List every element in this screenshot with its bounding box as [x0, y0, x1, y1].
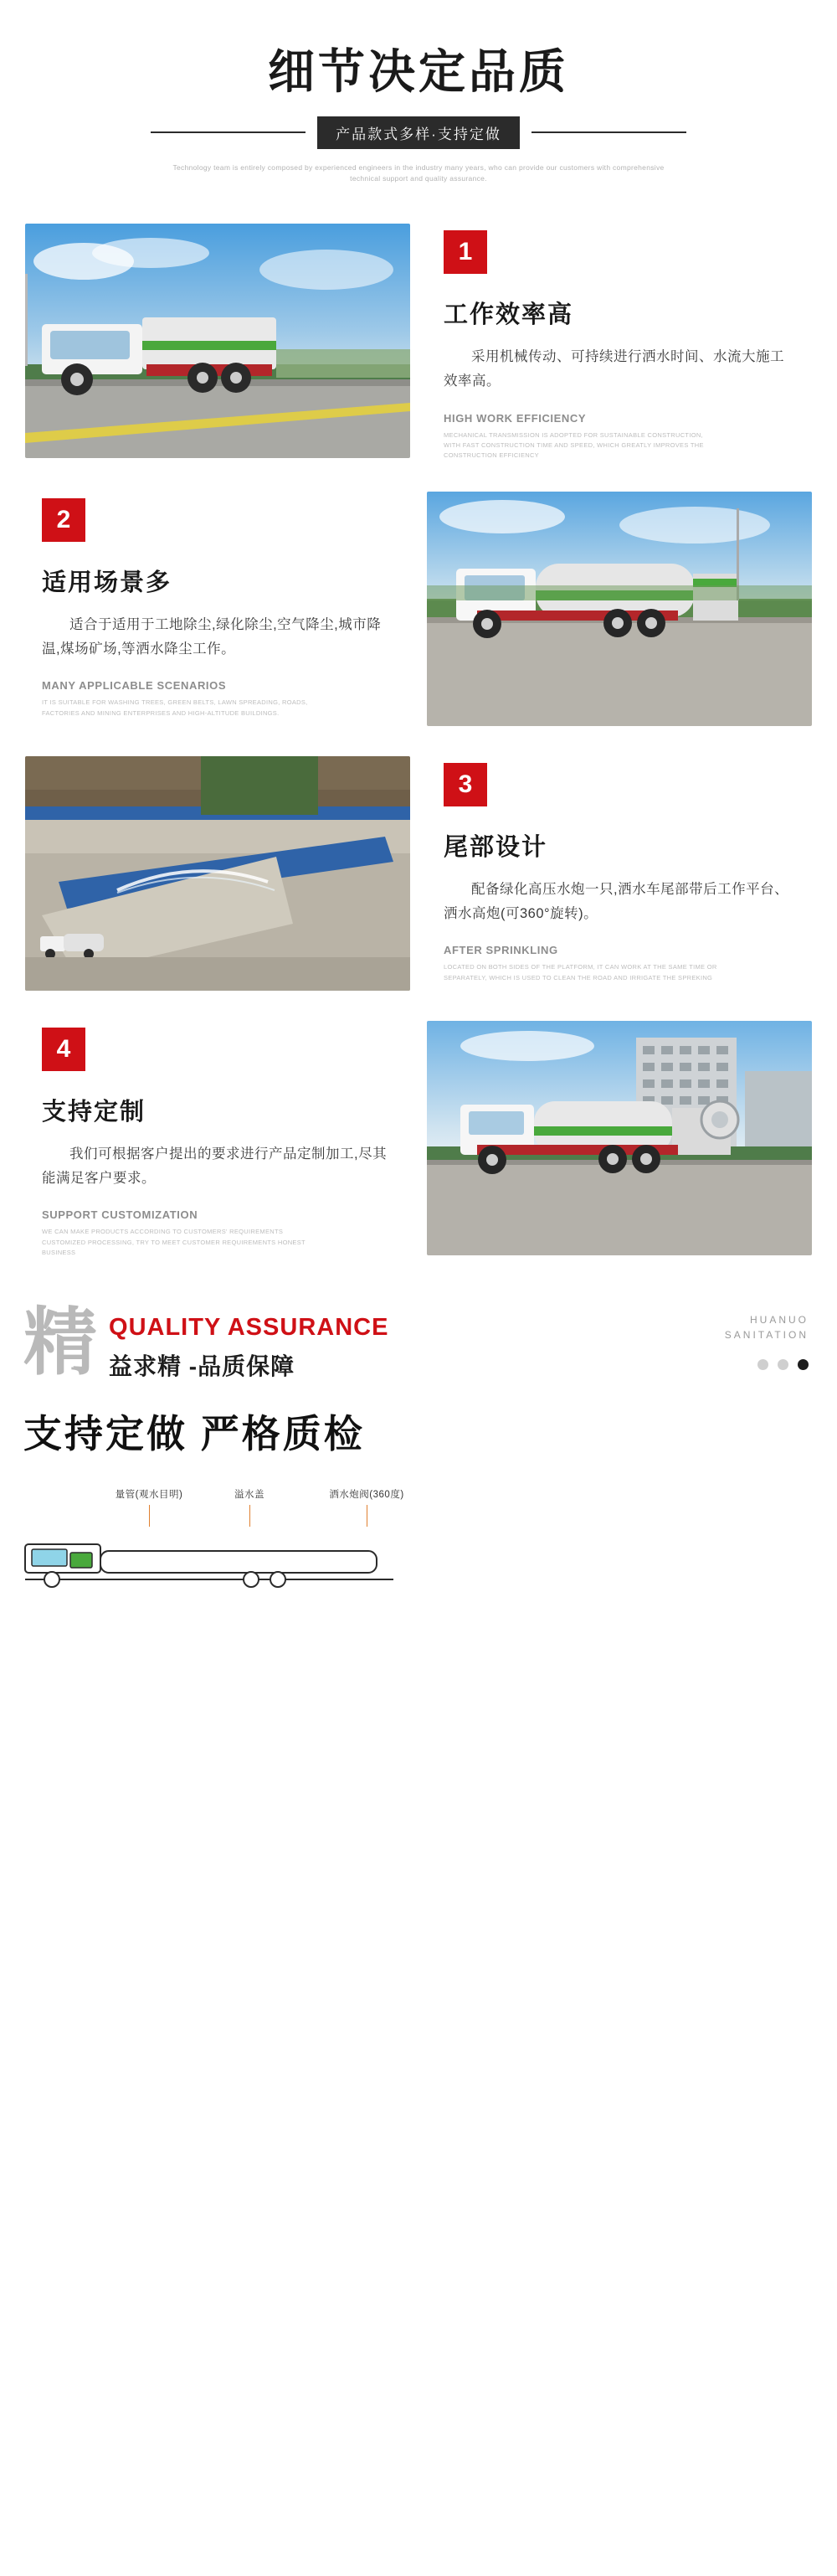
quality-assurance-banner: [0, 1300, 837, 1459]
feature-en-title-1: HIGH WORK EFFICIENCY: [444, 411, 587, 425]
feature-en-desc-3: LOCATED ON BOTH SIDES OF THE PLATFORM, IT CAN WORK AT THE SAME TIME OR SEPARATELY, WHICH IS USED TO CLEAN THE ROAD AND IRRIGATE THE SPREKING: [444, 963, 717, 981]
callout-2: [191, 1487, 308, 1527]
feature-block-2: [0, 492, 837, 726]
quality-big-char: 精: [23, 1300, 98, 1383]
callout-2-label: 溢水盖: [234, 1489, 264, 1500]
decorative-dots: [757, 1359, 809, 1370]
callout-1-line: [149, 1505, 150, 1527]
page-title: 细节决定品质: [268, 45, 569, 98]
feature-photo-4: [427, 1021, 812, 1255]
feature-en-desc-2: IT IS SUITABLE FOR WASHING TREES, GREEN BELTS, LAWN SPREADING, ROADS, FACTORIES AND MINING ENTERPRISES AND HIGH-ALTITUDE BUILDINGS.: [42, 698, 308, 717]
quality-english: QUALITY ASSURANCE: [109, 1313, 389, 1341]
feature-block-3: [0, 756, 837, 991]
feature-en-desc-1: MECHANICAL TRANSMISSION IS ADOPTED FOR SUSTAINABLE CONSTRUCTION, WITH FAST CONSTRUCTION TIME AND SPEED, WHICH GREATLY IMPROVES THE CONSTRUCTION EFFICIENCY: [444, 430, 704, 460]
subtitle-row: [151, 116, 686, 149]
feature-text-1: [410, 224, 812, 461]
dot-1: [757, 1359, 768, 1370]
callout-3: [291, 1487, 442, 1527]
feature-en-title-4: SUPPORT CUSTOMIZATION: [42, 1208, 198, 1222]
feature-title-4: 支持定制: [42, 1098, 146, 1126]
page-subtitle: 产品款式多样·支持定做: [317, 116, 520, 149]
feature-en-title-3: AFTER SPRINKLING: [444, 944, 558, 957]
brand-line-1: HUANUO: [749, 1313, 809, 1326]
feature-text-4: [25, 1021, 427, 1259]
feature-desc-2: 适合于适用于工地除尘,绿化除尘,空气降尘,城市降温,煤场矿场,等洒水降尘工作。: [42, 616, 382, 657]
callout-1: [90, 1487, 208, 1527]
feature-desc-1: 采用机械传动、可持续进行洒水时间、水流大施工效率高。: [444, 348, 784, 389]
feature-desc-3: 配备绿化高压水炮一只,洒水车尾部带后工作平台、洒水高炮(可360°旋转)。: [444, 881, 789, 921]
feature-number-4: 4: [42, 1028, 85, 1071]
feature-text-3: [410, 756, 812, 984]
callout-3-label: 洒水炮阀(360度): [329, 1489, 404, 1500]
feature-en-desc-4: WE CAN MAKE PRODUCTS ACCORDING TO CUSTOMERS' REQUIREMENTS CUSTOMIZED PROCESSING, TRY TO MEET CUSTOMER REQUIREMENTS HONEST BUSINESS: [42, 1228, 306, 1257]
dot-2: [778, 1359, 788, 1370]
feature-title-1: 工作效率高: [444, 301, 574, 328]
feature-number-2: 2: [42, 498, 85, 542]
brand-mark: [725, 1312, 809, 1342]
feature-number-3: 3: [444, 763, 487, 806]
feature-title-3: 尾部设计: [444, 833, 548, 861]
feature-title-2: 适用场景多: [42, 569, 172, 596]
rule-left: [151, 131, 306, 133]
callout-2-line: [249, 1505, 250, 1527]
feature-block-4: [0, 1021, 837, 1259]
feature-block-1: [0, 224, 837, 461]
brand-line-2: SANITATION: [724, 1328, 809, 1341]
page-header: [0, 0, 837, 193]
truck-outline-diagram: [0, 1536, 837, 1588]
feature-photo-2: [427, 492, 812, 726]
feature-number-1: 1: [444, 230, 487, 274]
feature-desc-4: 我们可根据客户提出的要求进行产品定制加工,尽其能满足客户要求。: [42, 1146, 388, 1186]
feature-text-2: [25, 492, 427, 719]
quality-headline: 支持定做 严格质检: [23, 1411, 365, 1455]
dot-3: [798, 1359, 809, 1370]
truck-diagram-section: [0, 1487, 837, 1588]
quality-cn-line: 益求精 -品质保障: [109, 1352, 295, 1379]
diagram-callouts: [23, 1487, 814, 1531]
feature-photo-1: [25, 224, 410, 458]
callout-1-label: 量管(观水目明): [115, 1489, 183, 1500]
feature-photo-3: [25, 756, 410, 991]
header-english-text: Technology team is entirely composed by experienced engineers in the industry many years, who can provide our customers with comprehensive technical support and quality assurance.: [172, 162, 665, 183]
feature-en-title-2: MANY APPLICABLE SCENARIOS: [42, 679, 227, 693]
rule-right: [531, 131, 686, 133]
